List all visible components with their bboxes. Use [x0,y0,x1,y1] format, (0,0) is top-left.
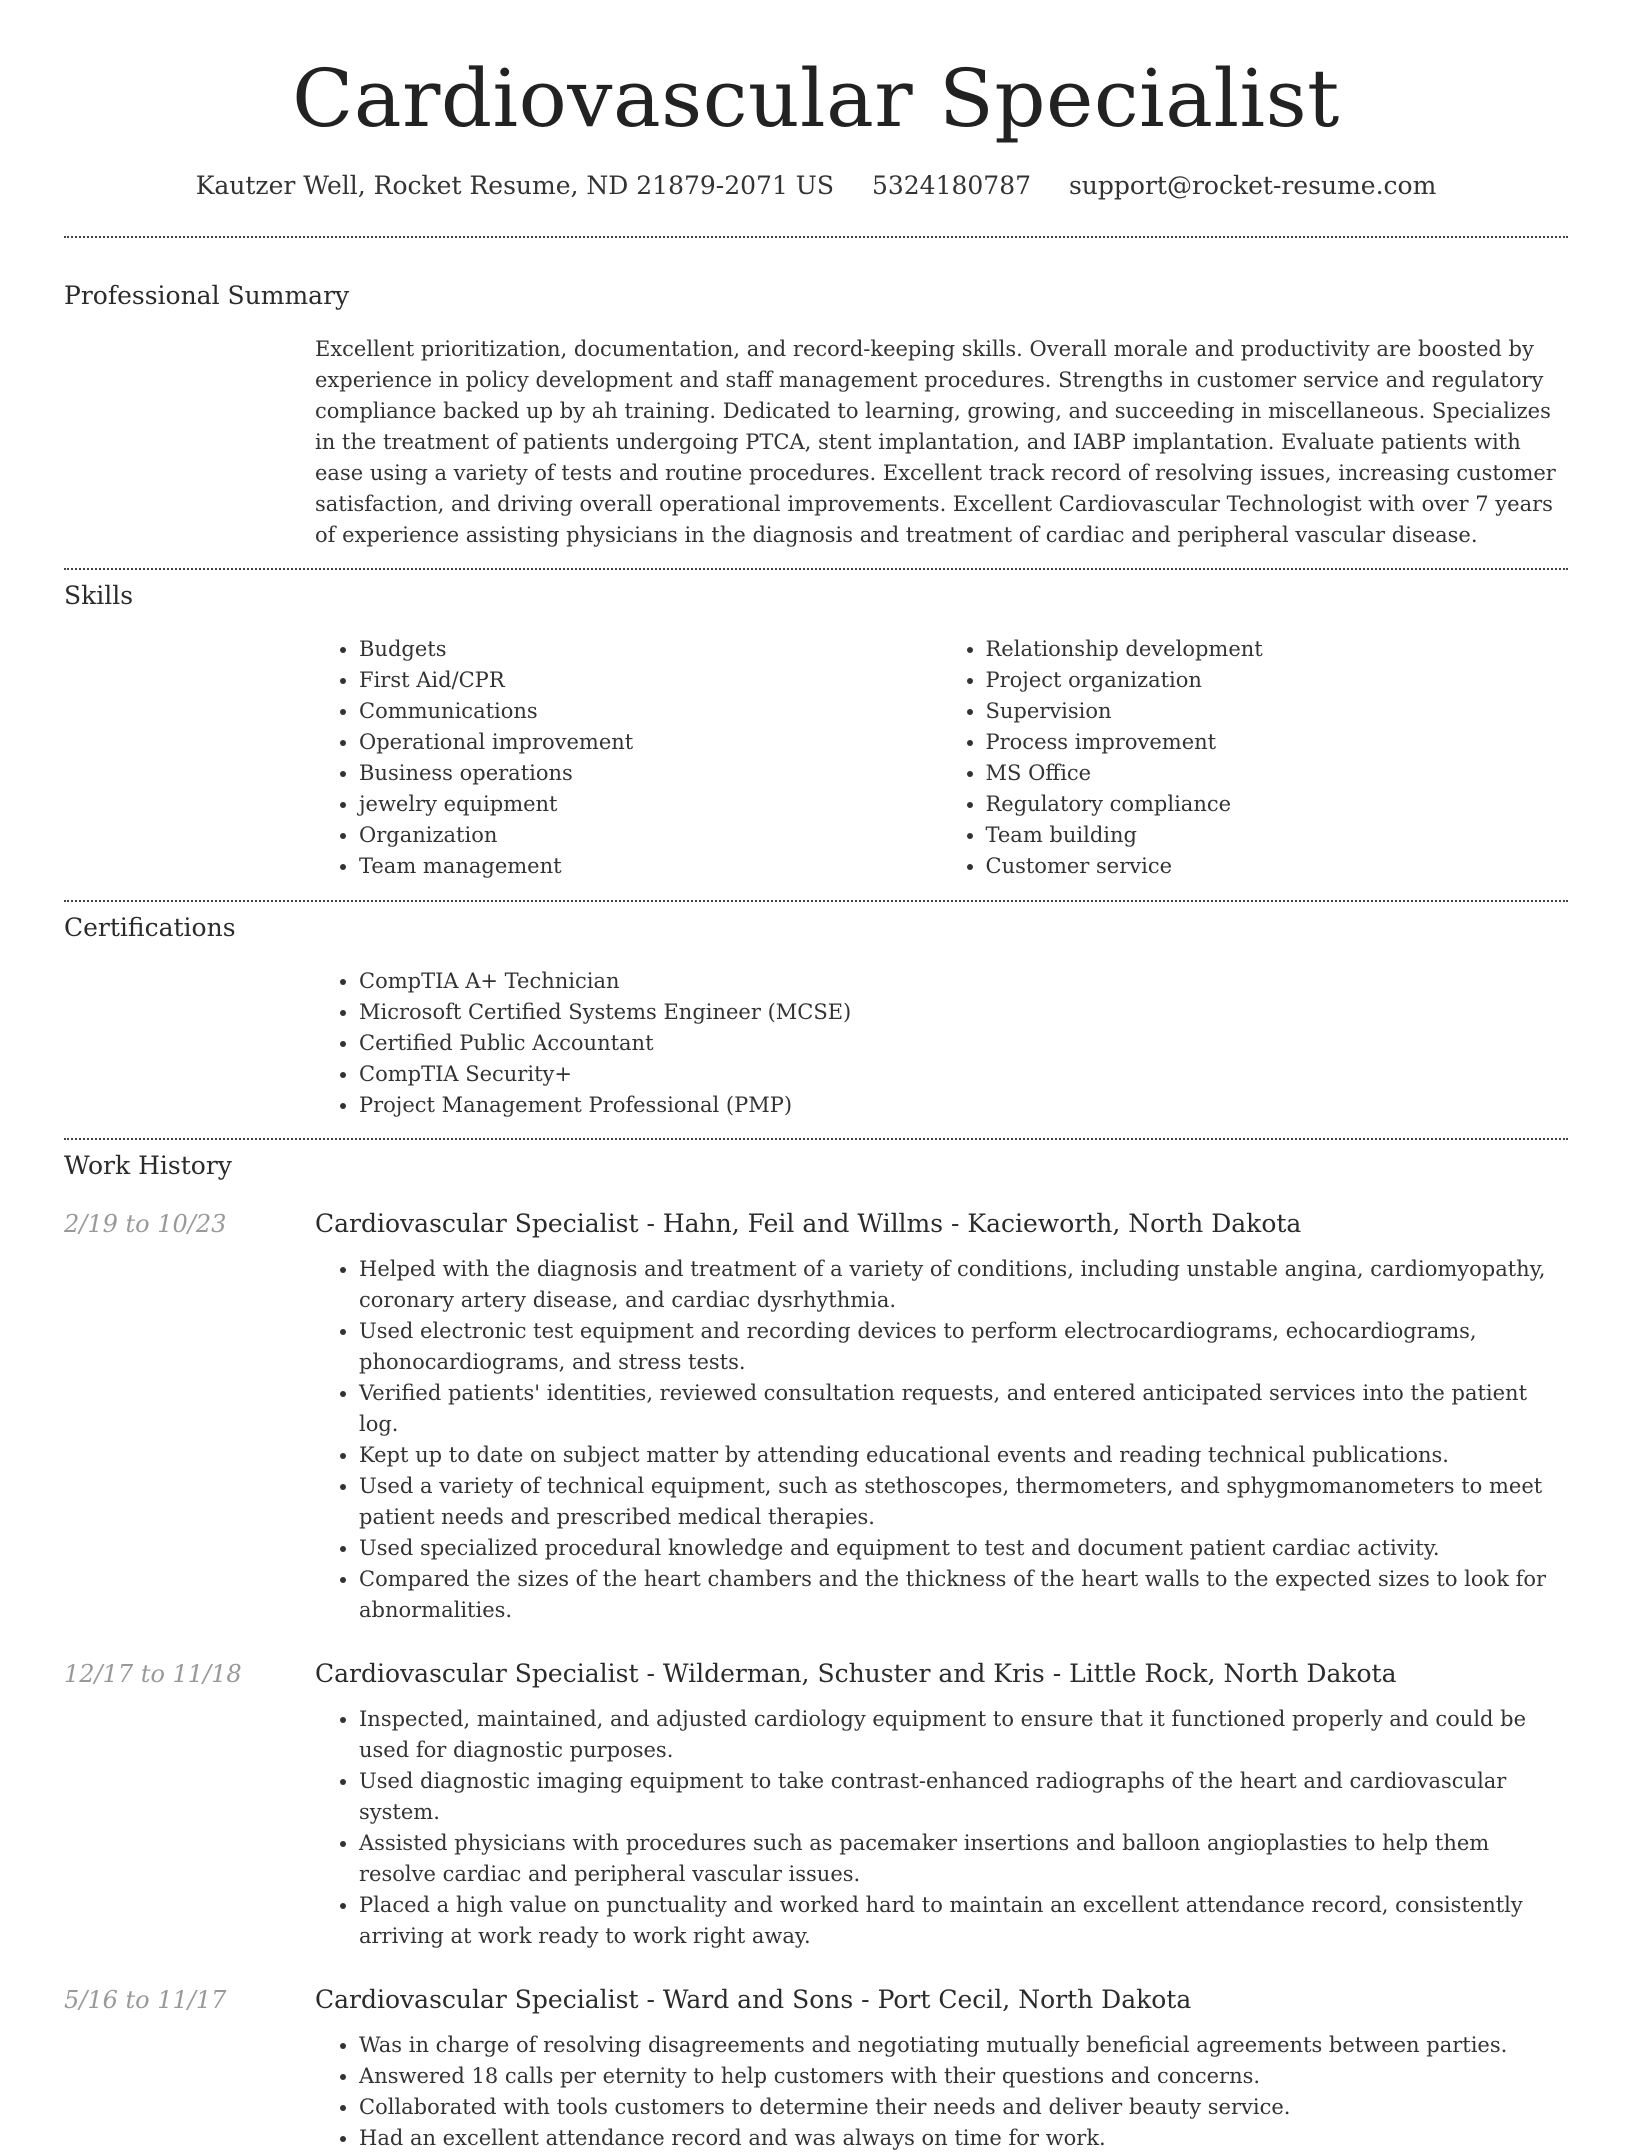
job-role: Cardiovascular Specialist [315,1209,639,1238]
job-bullet: • Verified patients' identities, reviewed consultation requests, and entered anticipated services into the patient log. [359,1378,1568,1440]
certification-item: • Microsoft Certified Systems Engineer (MCSE) [359,997,1568,1028]
job-bullet: • Used specialized procedural knowledge and equipment to test and document patient cardiac activity. [359,1533,1568,1564]
job-entry [64,1658,1568,1952]
contact-phone: 5324180787 [871,171,1032,200]
skill-item: • Team management [359,851,942,882]
certification-item: • CompTIA Security+ [359,1059,1568,1090]
job-bullet: • Placed a high value on punctuality and worked hard to maintain an excellent attendance record, consistently arriving at work ready to work right away. [359,1890,1568,1952]
job-bullet: • Collaborated with tools customers to determine their needs and deliver beauty service. [359,2092,1568,2123]
certification-item: • Certified Public Accountant [359,1028,1568,1059]
contact-line [64,170,1568,202]
job-role: Cardiovascular Specialist [315,1985,639,2014]
contact-email: support@rocket-resume.com [1068,171,1437,200]
job-company: Hahn, Feil and Willms - Kacieworth, North Dakota [662,1209,1302,1238]
job-dates: 2/19 to 10/23 [64,1210,227,1238]
divider [64,236,1568,238]
certification-item: • CompTIA A+ Technician [359,966,1568,997]
resume-name: Cardiovascular Specialist [292,52,1340,145]
certifications-body [315,966,1568,1121]
job-bullet: • Used diagnostic imaging equipment to take contrast-enhanced radiographs of the heart and cardiovascular system. [359,1766,1568,1828]
certifications-heading: Certifications [64,913,236,942]
skill-item: • Project organization [986,665,1569,696]
job-company: Ward and Sons - Port Cecil, North Dakota [662,1985,1192,2014]
job-heading: Cardiovascular Specialist - Wilderman, Schuster and Kris - Little Rock, North Dakota [315,1659,1397,1688]
divider [64,1138,1568,1140]
skill-item: • Process improvement [986,727,1569,758]
work-history-heading: Work History [64,1151,232,1180]
skill-item: • Customer service [986,851,1569,882]
job-bullet: • Kept up to date on subject matter by attending educational events and reading technical publications. [359,1440,1568,1471]
skill-item: • Communications [359,696,942,727]
skill-item: • Organization [359,820,942,851]
job-bullet: • Inspected, maintained, and adjusted cardiology equipment to ensure that it functioned properly and could be used for diagnostic purposes. [359,1704,1568,1766]
job-bullets [315,2030,1568,2154]
job-bullet: • Had an excellent attendance record and was always on time for work. [359,2123,1568,2154]
skill-item: • Team building [986,820,1569,851]
skill-item: • Relationship development [986,634,1569,665]
skill-item: • jewelry equipment [359,789,942,820]
skill-item: • Supervision [986,696,1569,727]
job-bullet: • Was in charge of resolving disagreements and negotiating mutually beneficial agreements between parties. [359,2030,1568,2061]
job-bullets [315,1254,1568,1626]
job-bullet: • Answered 18 calls per eternity to help customers with their questions and concerns. [359,2061,1568,2092]
job-bullets [315,1704,1568,1952]
job-bullet: • Used a variety of technical equipment, such as stethoscopes, thermometers, and sphygmomanometers to meet patient needs and prescribed medical therapies. [359,1471,1568,1533]
skills-grid [315,634,1568,882]
job-details [315,1984,1568,2154]
job-bullet: • Assisted physicians with procedures such as pacemaker insertions and balloon angioplasties to help them resolve cardiac and peripheral vascular issues. [359,1828,1568,1890]
summary-heading: Professional Summary [64,281,350,310]
summary-body [315,334,1568,551]
job-company: Wilderman, Schuster and Kris - Little Rock, North Dakota [662,1659,1397,1688]
job-dates: 12/17 to 11/18 [64,1660,242,1688]
job-heading: Cardiovascular Specialist - Ward and Sons - Port Cecil, North Dakota [315,1985,1192,2014]
job-bullet: • Helped with the diagnosis and treatment of a variety of conditions, including unstable angina, cardiomyopathy, coronary artery disease, and cardiac dysrhythmia. [359,1254,1568,1316]
skills-list-right [942,634,1569,882]
skill-item: • Budgets [359,634,942,665]
job-details [315,1658,1568,1952]
skills-heading: Skills [64,581,134,610]
job-bullet: • Used electronic test equipment and recording devices to perform electrocardiograms, echocardiograms, phonocardiograms, and stress tests. [359,1316,1568,1378]
summary-text: Excellent prioritization, documentation, and record-keeping skills. Overall morale and productivity are boosted by experience in policy development and staff management procedures. Strengths in customer service and regulatory compliance backed up by ah training. Dedicated to learning, growing, and succeeding in miscellaneous. Specializes in the treatment of patients undergoing PTCA, stent implantation, and IABP implantation. Evaluate patients with ease using a variety of tests and routine procedures. Excellent track record of resolving issues, increasing customer satisfaction, and driving overall operational improvements. Excellent Cardiovascular Technologist with over 7 years of experience assisting physicians in the diagnosis and treatment of cardiac and peripheral vascular disease. [315,337,1556,547]
certifications-list [315,966,1568,1121]
divider [64,568,1568,570]
skill-item: • Operational improvement [359,727,942,758]
job-entry [64,1984,1568,2154]
contact-address: Kautzer Well, Rocket Resume, ND 21879-2071 US [195,171,834,200]
skill-item: • Business operations [359,758,942,789]
job-entry [64,1208,1568,1626]
skill-item: • Regulatory compliance [986,789,1569,820]
certification-item: • Project Management Professional (PMP) [359,1090,1568,1121]
divider [64,900,1568,902]
skills-list-left [315,634,942,882]
job-heading: Cardiovascular Specialist - Hahn, Feil and Willms - Kacieworth, North Dakota [315,1209,1302,1238]
skill-item: • MS Office [986,758,1569,789]
job-bullet: • Compared the sizes of the heart chambers and the thickness of the heart walls to the expected sizes to look for abnormalities. [359,1564,1568,1626]
job-details [315,1208,1568,1626]
skill-item: • First Aid/CPR [359,665,942,696]
job-dates: 5/16 to 11/17 [64,1986,227,2014]
resume-page [64,0,1568,2154]
job-role: Cardiovascular Specialist [315,1659,639,1688]
